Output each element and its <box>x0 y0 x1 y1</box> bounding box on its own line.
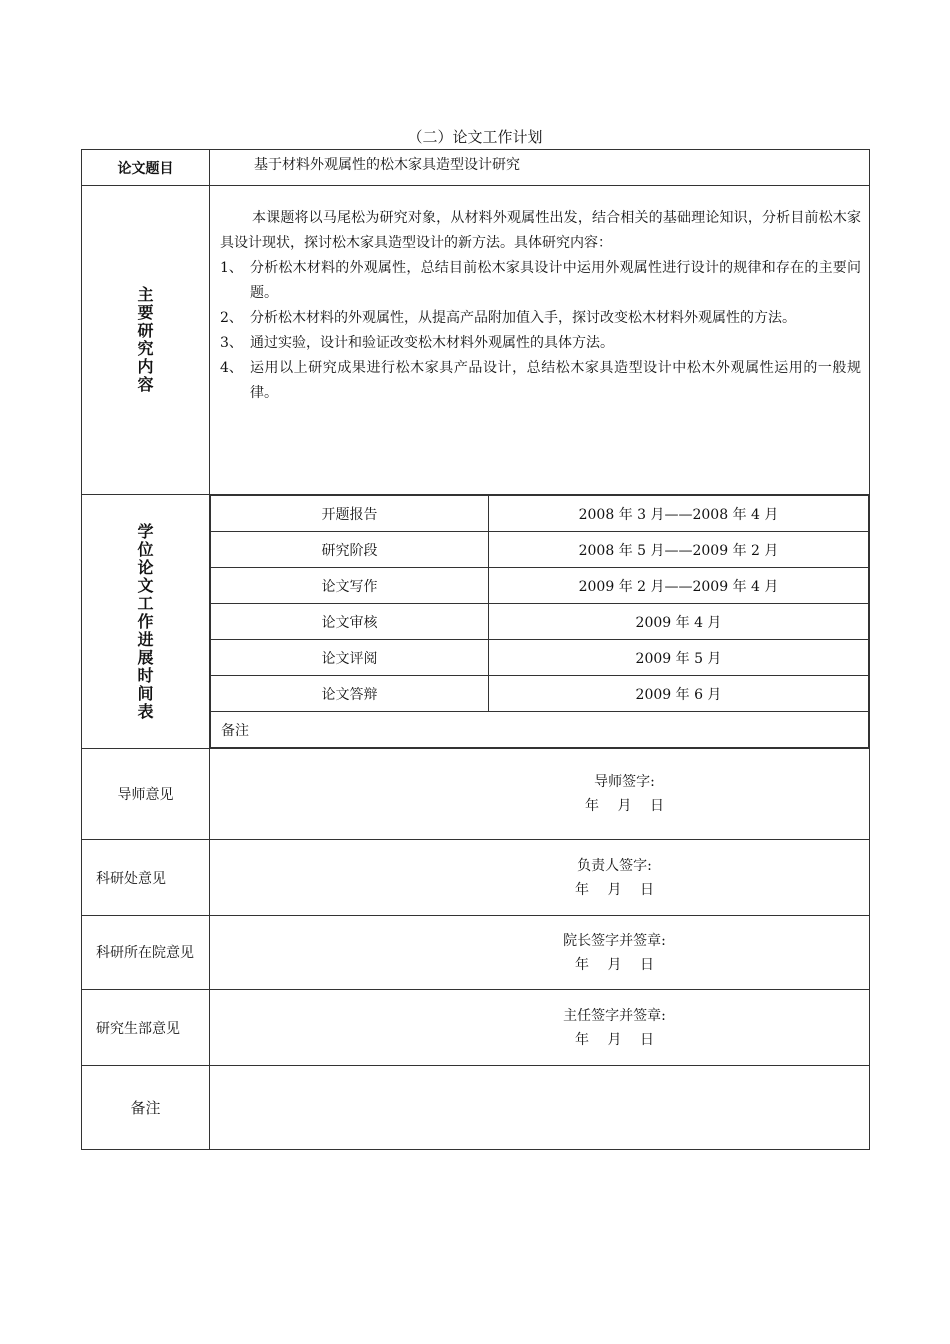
schedule-row <box>211 604 869 640</box>
graduate-office-opinion-label: 研究生部意见 <box>82 990 210 1066</box>
research-label-char: 要 <box>137 303 154 322</box>
research-item <box>220 331 861 356</box>
schedule-label-char: 展 <box>137 647 154 667</box>
college-date: 年 月 日 <box>575 956 654 973</box>
schedule-remark: 备注 <box>211 712 869 748</box>
research-label-char: 容 <box>137 375 154 394</box>
research-office-opinion-label: 科研处意见 <box>82 840 210 916</box>
college-opinion-label: 科研所在院意见 <box>82 916 210 990</box>
research-label-char: 内 <box>137 357 154 376</box>
schedule-row <box>211 532 869 568</box>
schedule-stage: 论文写作 <box>211 568 489 604</box>
advisor-signature: 导师签字: <box>594 774 655 790</box>
research-item-number: 1、 <box>220 260 243 276</box>
schedule-label-char: 表 <box>137 701 154 721</box>
research-item-text: 通过实验，设计和验证改变松木材料外观属性的具体方法。 <box>250 335 614 351</box>
schedule-label-char: 学 <box>137 521 154 541</box>
topic-label: 论文题目 <box>82 150 210 186</box>
schedule-stage: 开题报告 <box>211 496 489 532</box>
remark-label: 备注 <box>82 1066 210 1150</box>
remark-value <box>210 1066 870 1150</box>
college-signature: 院长签字并签章: <box>563 932 666 949</box>
work-plan-table <box>81 149 870 1150</box>
research-label-cell <box>82 186 210 495</box>
research-content-cell <box>210 186 870 495</box>
advisor-opinion-cell <box>210 749 870 840</box>
schedule-time: 2009 年 6 月 <box>489 676 869 712</box>
schedule-label-char: 位 <box>137 539 154 559</box>
schedule-time: 2009 年 5 月 <box>489 640 869 676</box>
research-item <box>220 256 861 306</box>
schedule-label-char: 时 <box>137 665 154 685</box>
schedule-stage: 论文评阅 <box>211 640 489 676</box>
schedule-label-char: 论 <box>137 557 154 577</box>
schedule-stage: 论文审核 <box>211 604 489 640</box>
research-item-number: 4、 <box>220 360 243 376</box>
schedule-stage: 论文答辩 <box>211 676 489 712</box>
topic-value: 基于材料外观属性的松木家具造型设计研究 <box>254 157 520 173</box>
research-item-number: 2、 <box>220 310 243 326</box>
research-item-text: 分析松木材料的外观属性，从提高产品附加值入手，探讨改变松木材料外观属性的方法。 <box>250 310 796 326</box>
research-list <box>220 256 861 406</box>
schedule-row <box>211 568 869 604</box>
research-item-text: 分析松木材料的外观属性，总结目前松木家具设计中运用外观属性进行设计的规律和存在的主要问题。 <box>250 260 861 301</box>
schedule-label-char: 作 <box>137 611 154 631</box>
schedule-label-char: 文 <box>137 575 154 595</box>
research-item-number: 3、 <box>220 335 243 351</box>
schedule-time: 2008 年 3 月——2008 年 4 月 <box>489 496 869 532</box>
schedule-row <box>211 640 869 676</box>
schedule-time: 2008 年 5 月——2009 年 2 月 <box>489 532 869 568</box>
document-title: （二）论文工作计划 <box>407 128 543 146</box>
research-label-char: 究 <box>137 339 154 358</box>
schedule-stage: 研究阶段 <box>211 532 489 568</box>
schedule-label-char: 间 <box>137 683 154 703</box>
advisor-opinion-label: 导师意见 <box>82 749 210 840</box>
research-label-char: 主 <box>137 285 154 304</box>
research-item <box>220 356 861 406</box>
college-opinion-cell <box>210 916 870 990</box>
schedule-label-char: 工 <box>137 593 154 613</box>
research-office-opinion-cell <box>210 840 870 916</box>
schedule-label <box>82 523 209 721</box>
schedule-time: 2009 年 2 月——2009 年 4 月 <box>489 568 869 604</box>
schedule-time: 2009 年 4 月 <box>489 604 869 640</box>
research-item-text: 运用以上研究成果进行松木家具产品设计，总结松木家具造型设计中松木外观属性运用的一般规律。 <box>250 360 861 401</box>
topic-value-cell <box>210 150 870 186</box>
schedule-label-char: 进 <box>137 629 154 649</box>
graduate-office-signature: 主任签字并签章: <box>563 1007 666 1024</box>
research-office-date: 年 月 日 <box>575 881 654 898</box>
schedule-cell <box>210 495 870 749</box>
graduate-office-opinion-cell <box>210 990 870 1066</box>
research-label <box>82 286 209 394</box>
research-office-signature: 负责人签字: <box>577 857 652 874</box>
schedule-table <box>210 495 869 748</box>
schedule-row <box>211 676 869 712</box>
research-intro: 本课题将以马尾松为研究对象，从材料外观属性出发，结合相关的基础理论知识，分析目前松木家具设计现状，探讨松木家具造型设计的新方法。具体研究内容： <box>220 210 861 251</box>
schedule-label-cell <box>82 495 210 749</box>
research-label-char: 研 <box>137 321 154 340</box>
research-item <box>220 306 861 331</box>
advisor-date: 年 月 日 <box>585 798 664 814</box>
graduate-office-date: 年 月 日 <box>575 1031 654 1048</box>
schedule-row <box>211 496 869 532</box>
